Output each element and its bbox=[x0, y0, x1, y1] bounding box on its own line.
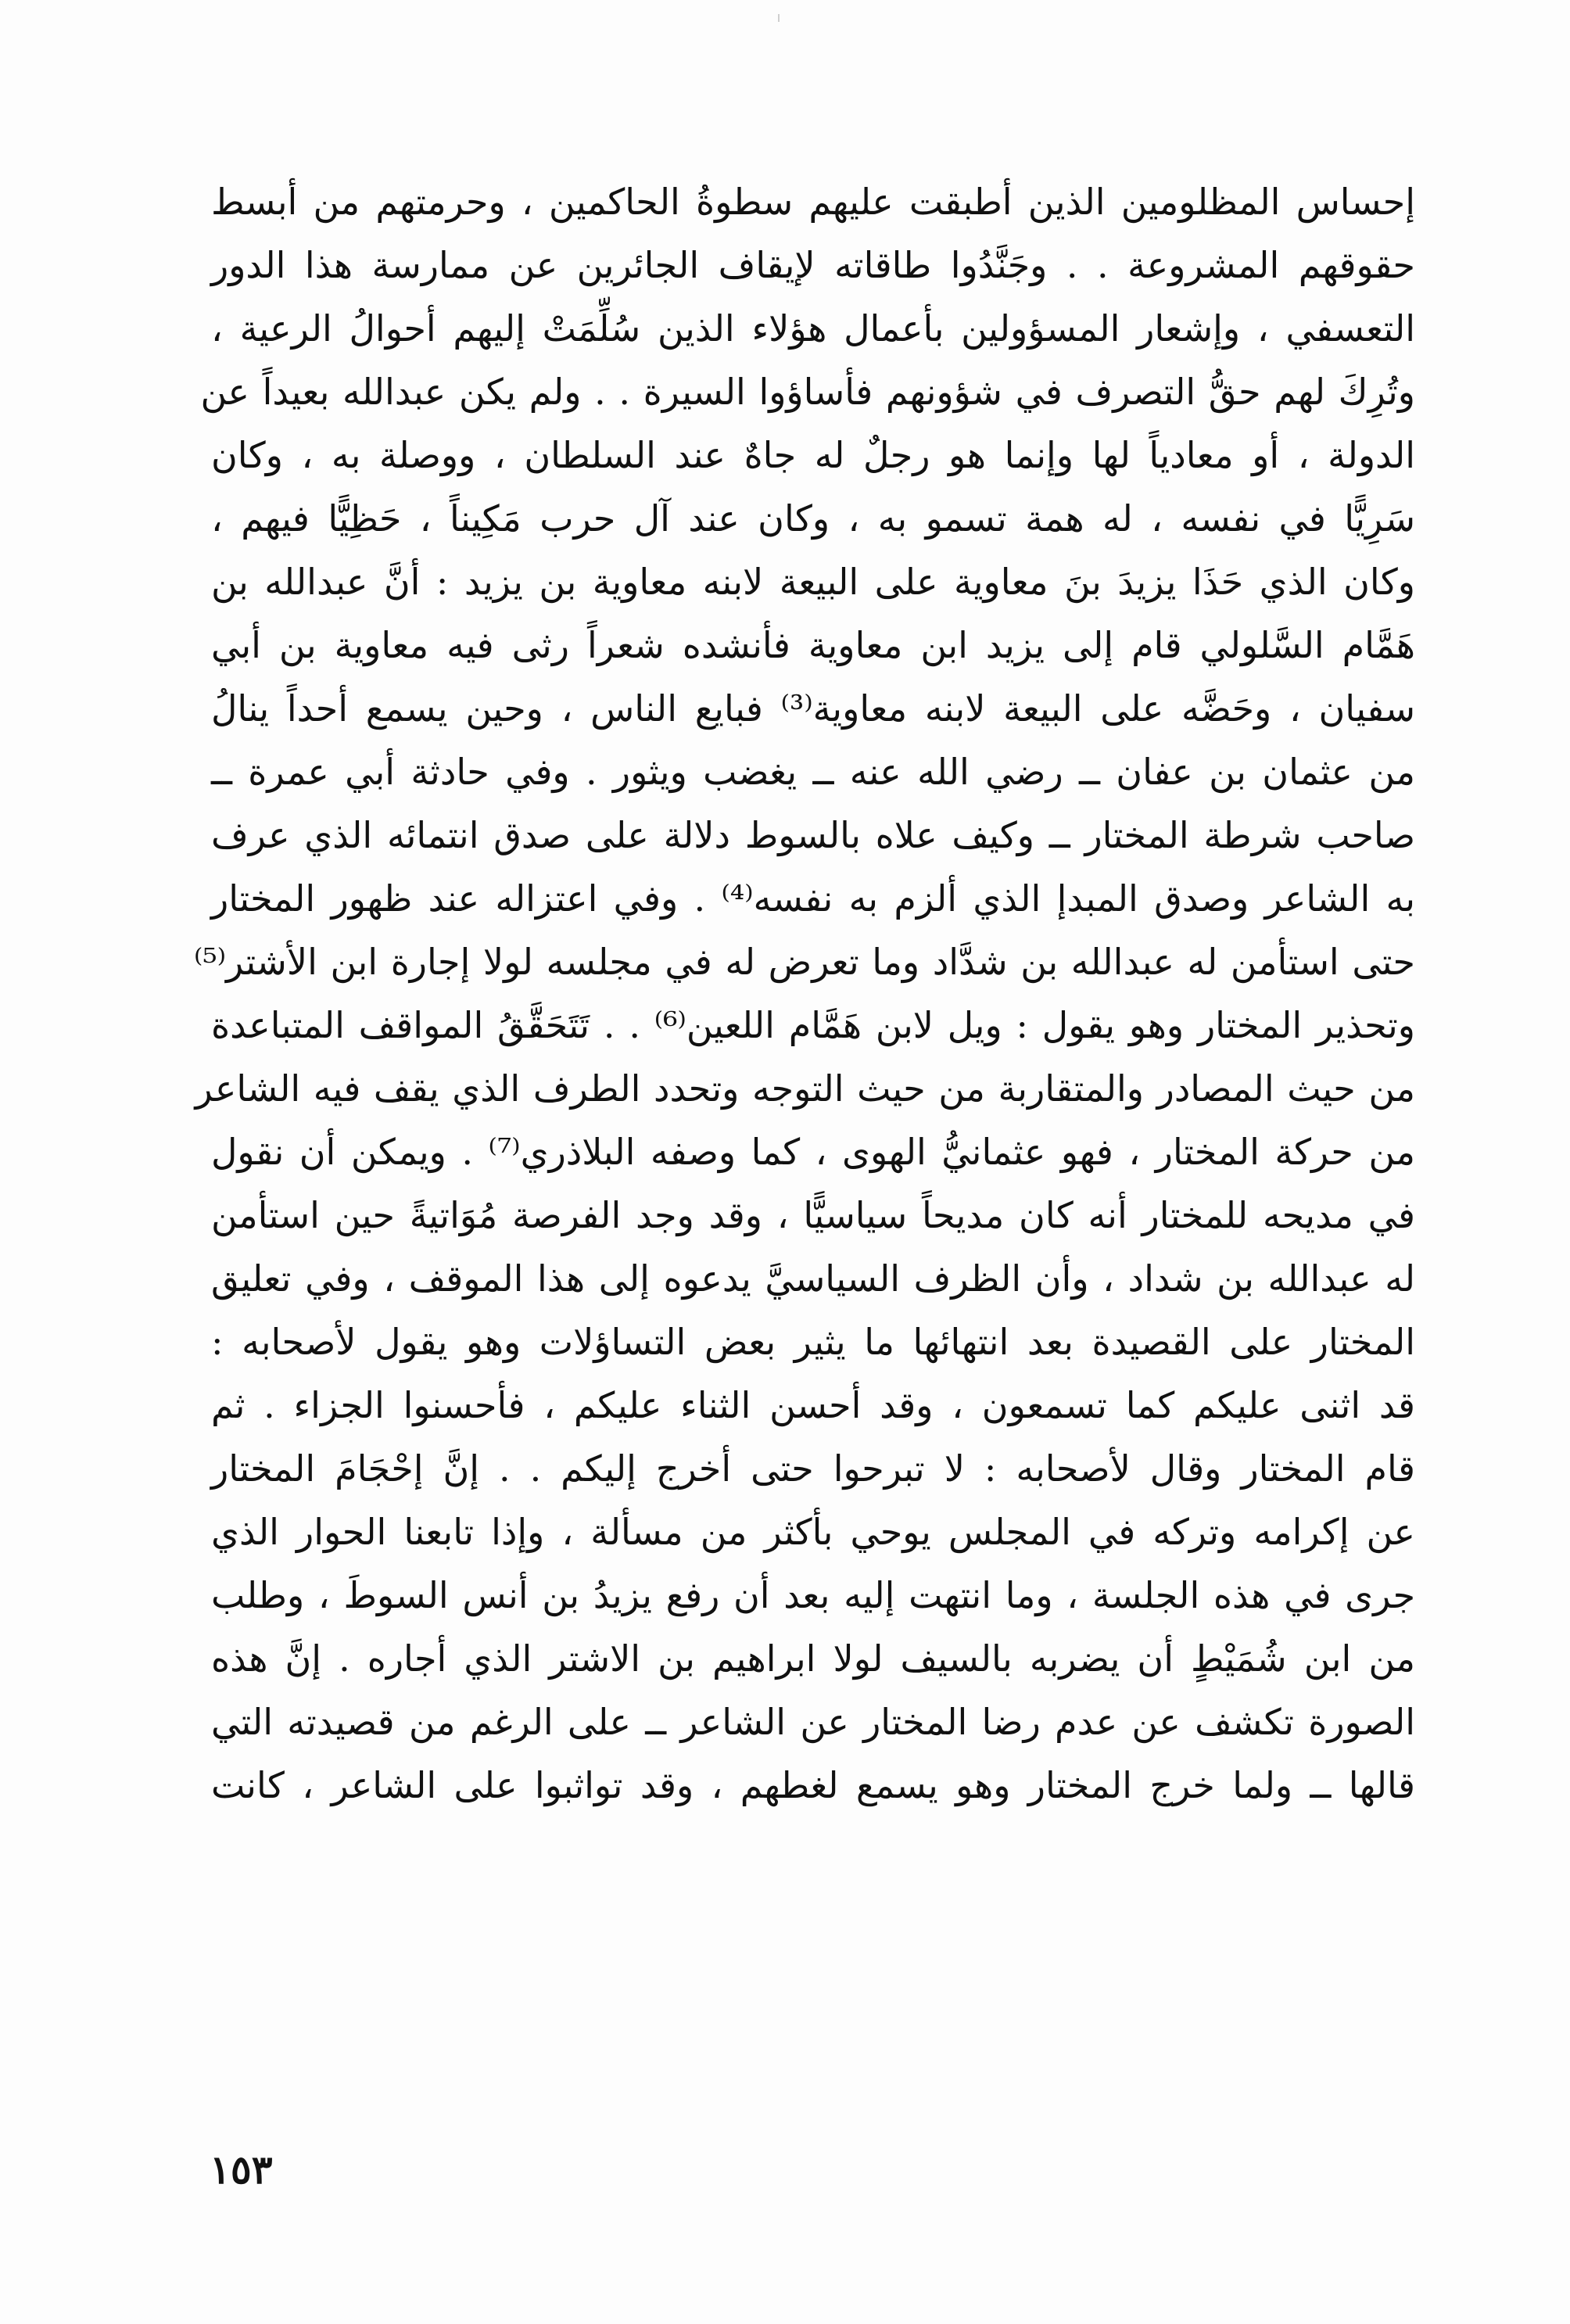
text-line: الدولة ، أو معادياً لها وإنما هو رجلٌ له جاهٌ عند السلطان ، ووصلة به ، وكان bbox=[211, 434, 1415, 476]
scan-mark bbox=[778, 14, 780, 22]
text-line: وتُرِكَ لهم حقُّ التصرف في شؤونهم فأساؤوا السيرة . . ولم يكن عبدالله بعيداً عن bbox=[200, 371, 1415, 413]
text-line: قالها ــ ولما خرج المختار وهو يسمع لغطهم ، وقد تواثبوا على الشاعر ، كانت bbox=[211, 1764, 1415, 1806]
text-line: من عثمان بن عفان ــ رضي الله عنه ــ يغضب ويثور . وفي حادثة أبي عمرة ــ bbox=[211, 751, 1415, 793]
text-line: قام المختار وقال لأصحابه : لا تبرحوا حتى أخرج إليكم . . إنَّ إحْجَامَ المختار bbox=[211, 1447, 1415, 1490]
text-line: له عبدالله بن شداد ، وأن الظرف السياسيَّ يدعوه إلى هذا الموقف ، وفي تعليق bbox=[211, 1257, 1415, 1300]
page-number: ١٥٣ bbox=[210, 2146, 273, 2193]
text-line: الصورة تكشف عن عدم رضا المختار عن الشاعر ــ على الرغم من قصيدته التي bbox=[211, 1701, 1415, 1743]
text-line: التعسفي ، وإشعار المسؤولين بأعمال هؤلاء الذين سُلِّمَتْ إليهم أحوالُ الرعية ، bbox=[211, 307, 1415, 350]
body-text bbox=[193, 178, 1416, 1809]
text-line: وتحذير المختار وهو يقول : ويل لابن هَمَّام اللعين⁽⁶⁾ . . تَتَحَقَّقُ المواقف المتباعدة bbox=[211, 1004, 1416, 1046]
text-line: جرى في هذه الجلسة ، وما انتهت إليه بعد أن رفع يزيدُ بن أنس السوطَ ، وطلب bbox=[211, 1574, 1415, 1616]
text-line: إحساس المظلومين الذين أطبقت عليهم سطوةُ الحاكمين ، وحرمتهم من أبسط bbox=[211, 181, 1415, 223]
text-line: قد اثنى عليكم كما تسمعون ، وقد أحسن الثناء عليكم ، فأحسنوا الجزاء . ثم bbox=[211, 1384, 1415, 1426]
text-line: من حيث المصادر والمتقاربة من حيث التوجه وتحدد الطرف الذي يقف فيه الشاعر bbox=[195, 1067, 1415, 1110]
text-line: وكان الذي حَذَا يزيدَ بنَ معاوية على البيعة لابنه معاوية بن يزيد : أنَّ عبدالله بن bbox=[211, 561, 1415, 603]
text-line: من ابن شُمَيْطٍ أن يضربه بالسيف لولا ابراهيم بن الاشتر الذي أجاره . إنَّ هذه bbox=[211, 1637, 1415, 1680]
text-line: في مديحه للمختار أنه كان مديحاً سياسيًّا ، وقد وجد الفرصة مُوَاتيةً حين استأمن bbox=[211, 1194, 1415, 1236]
text-line: سفيان ، وحَضَّه على البيعة لابنه معاوية⁽³⁾ فبايع الناس ، وحين يسمع أحداً ينالُ bbox=[211, 687, 1415, 730]
text-line: حقوقهم المشروعة . . وجَنَّدُوا طاقاته لإيقاف الجائرين عن ممارسة هذا الدور bbox=[211, 244, 1415, 286]
text-line: صاحب شرطة المختار ــ وكيف علاه بالسوط دلالة على صدق انتمائه الذي عرف bbox=[211, 814, 1415, 856]
text-line: سَرِيًّا في نفسه ، له همة تسمو به ، وكان عند آل حرب مَكِيناً ، حَظِيًّا فيهم ، bbox=[211, 497, 1415, 540]
text-line: حتى استأمن له عبدالله بن شدَّاد وما تعرض له في مجلسه لولا إجارة ابن الأشتر⁽⁵⁾ bbox=[193, 941, 1415, 983]
text-line: به الشاعر وصدق المبدإ الذي ألزم به نفسه⁽⁴⁾ . وفي اعتزاله عند ظهور المختار bbox=[211, 877, 1416, 920]
text-line: من حركة المختار ، فهو عثمانيُّ الهوى ، كما وصفه البلاذري⁽⁷⁾ . ويمكن أن نقول bbox=[211, 1131, 1415, 1173]
text-line: هَمَّام السَّلولي قام إلى يزيد ابن معاوية فأنشده شعراً رثى فيه معاوية بن أبي bbox=[211, 624, 1415, 666]
text-line: عن إكرامه وتركه في المجلس يوحي بأكثر من مسألة ، وإذا تابعنا الحوار الذي bbox=[211, 1511, 1415, 1553]
text-line: المختار على القصيدة بعد انتهائها ما يثير بعض التساؤلات وهو يقول لأصحابه : bbox=[211, 1321, 1415, 1363]
